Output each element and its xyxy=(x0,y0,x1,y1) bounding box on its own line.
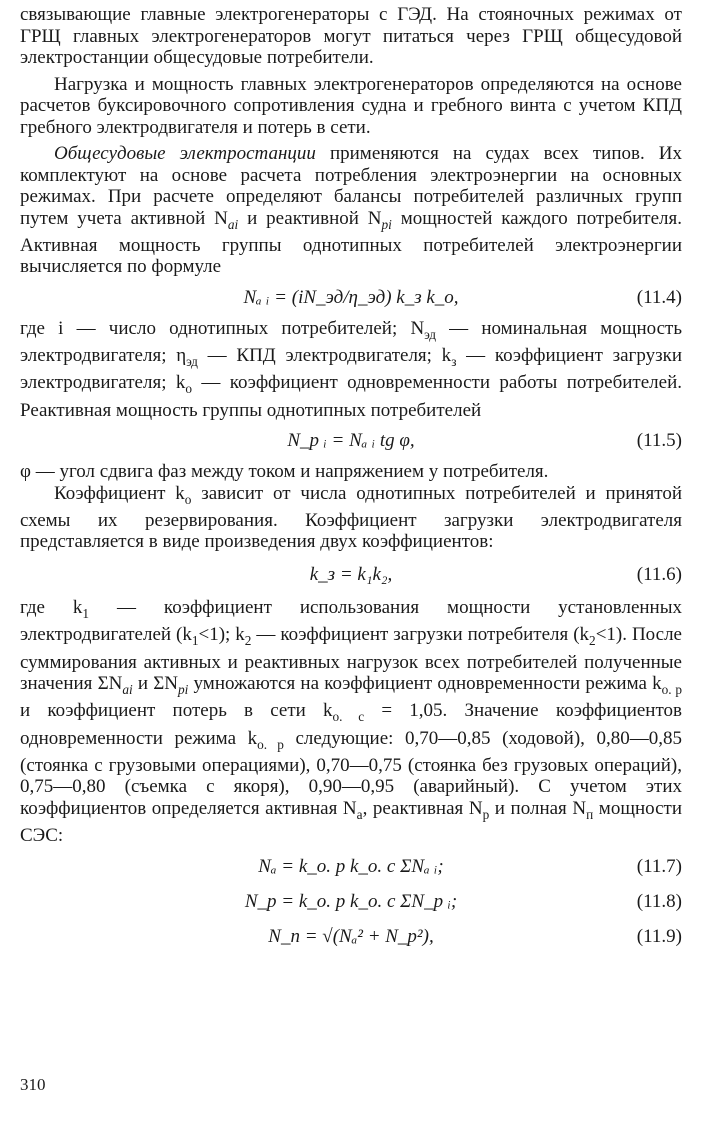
formula-11-5 xyxy=(20,421,682,461)
formula-number: (11.6) xyxy=(636,564,682,586)
text-run: = 1,05. Значение коэффициентов одновременности режима k xyxy=(20,700,682,749)
text-run: и реактивной N xyxy=(238,207,382,229)
text-run: мощности СЭС: xyxy=(20,797,682,847)
subscript: ai xyxy=(227,216,239,232)
formula-expression: k_з = k₁k₂, xyxy=(309,564,393,586)
subscript: о. с xyxy=(332,709,365,725)
formula-number: (11.4) xyxy=(636,287,682,309)
text-run: — коэффициент загрузки электродвигателя; k xyxy=(20,345,682,394)
subscript: о. р xyxy=(661,681,682,697)
subscript: з xyxy=(451,353,457,369)
paragraph-3 xyxy=(20,143,682,278)
subscript: 2 xyxy=(244,633,252,649)
subscript: р xyxy=(482,806,490,822)
paragraph-5: φ — угол сдвига фаз между током и напряжением у потребителя. xyxy=(20,461,549,483)
formula-expression: N_р ᵢ = Nₐ ᵢ tg φ, xyxy=(287,430,415,452)
formula-11-8 xyxy=(20,887,682,917)
text-run: — коэффициент одновременности работы потребителей. Реактивная мощность группы однотипных потребителей xyxy=(20,372,682,421)
paragraph-2: Нагрузка и мощность главных электрогенераторов определяются на основе расчетов буксировочного сопротивления судна и гребного винта с учетом КПД гребного электродвигателя и потерь в сети. xyxy=(20,73,682,138)
text-run: <1). После суммирования активных и реактивных нагрузок всех потребителей полученные значения ΣN xyxy=(20,624,682,695)
text-run: и коэффициент потерь в сети k xyxy=(20,700,333,722)
page-body xyxy=(20,4,682,957)
formula-expression: Nₐ = k_о. р k_о. с ΣNₐ ᵢ; xyxy=(258,856,444,878)
paragraph-4 xyxy=(20,318,682,421)
paragraph-7 xyxy=(20,597,682,847)
formula-11-9 xyxy=(20,917,682,957)
subscript: а xyxy=(356,806,363,822)
subscript: п xyxy=(586,806,594,822)
subscript: о xyxy=(185,381,193,397)
text-run: мощностей каждого потребителя. Активная мощность группы однотипных потребителей электроэнергии вычисляется по формуле xyxy=(20,207,682,278)
subscript: о. р xyxy=(257,736,284,752)
subscript: о xyxy=(184,491,192,507)
page-number: 310 xyxy=(20,1075,46,1094)
formula-11-4 xyxy=(20,278,682,318)
text-run: и ΣN xyxy=(132,673,179,695)
subscript: pi xyxy=(178,681,189,697)
formula-expression: N_п = √(Nₐ² + N_р²), xyxy=(268,926,434,948)
text-run: где k xyxy=(20,596,83,618)
subscript: эд xyxy=(424,326,436,342)
formula-number: (11.8) xyxy=(636,891,682,913)
formula-11-6 xyxy=(20,553,682,597)
text-run: Коэффициент k xyxy=(54,482,185,504)
formula-number: (11.5) xyxy=(636,430,682,452)
formula-11-7 xyxy=(20,847,682,887)
subscript: 2 xyxy=(589,633,596,649)
text-run: следующие: 0,70—0,85 (ходовой), 0,80—0,85 (стоянка с грузовыми операциями), 0,70—0,75 (стоянка без грузовых операций), 0,75—0,80 (съемка с якоря), 0,90—0,95 (аварийный). С учетом этих коэффициентов определяется активная N xyxy=(20,727,682,819)
subscript: эд xyxy=(186,353,198,369)
text-run: — коэффициент загрузки потребителя (k xyxy=(251,624,590,646)
subscript: pi xyxy=(381,216,392,232)
text-run: зависит от числа однотипных потребителей и принятой схемы их резервирования. Коэффициент загрузки электродвигателя представляется в виде произведения двух коэффициентов: xyxy=(20,482,683,553)
formula-number: (11.7) xyxy=(636,856,682,878)
text-run: — номинальная мощность электродвигателя; η xyxy=(20,317,682,367)
paragraph-1: связывающие главные электрогенераторы с ГЭД. На стояночных режимах от ГРЩ главных электрогенераторов могут питаться через ГРЩ общесудовой электростанции общесудовые потребители. xyxy=(20,4,682,68)
formula-number: (11.9) xyxy=(636,926,682,948)
text-run: , реактивная N xyxy=(362,797,483,819)
text-run: — коэффициент использования мощности установленных электродвигателей (k xyxy=(20,596,682,646)
text-run: <1); k xyxy=(198,624,245,646)
formula-expression: N_р = k_о. р k_о. с ΣN_р ᵢ; xyxy=(244,891,458,913)
text-run: — КПД электродвигателя; k xyxy=(197,345,452,367)
subscript: ai xyxy=(122,681,133,697)
formula-expression: Nₐ ᵢ = (iN_эд/η_эд) k_з k_о, xyxy=(243,287,459,309)
subscript: 1 xyxy=(191,633,199,649)
term-italic: Общесудовые электростанции xyxy=(54,143,316,164)
text-run: применяются на судах всех типов. Их комплектуют на основе расчета потребления электроэнергии на основных режимах. При расчете определяют балансы потребителей различных групп путем учета активной N xyxy=(20,143,682,229)
text-run: где i — число однотипных потребителей; N xyxy=(20,317,425,339)
text-run: и полная N xyxy=(489,797,587,819)
paragraph-6 xyxy=(20,483,682,553)
subscript: 1 xyxy=(82,605,90,621)
text-run: умножаются на коэффициент одновременности режима k xyxy=(188,673,662,695)
